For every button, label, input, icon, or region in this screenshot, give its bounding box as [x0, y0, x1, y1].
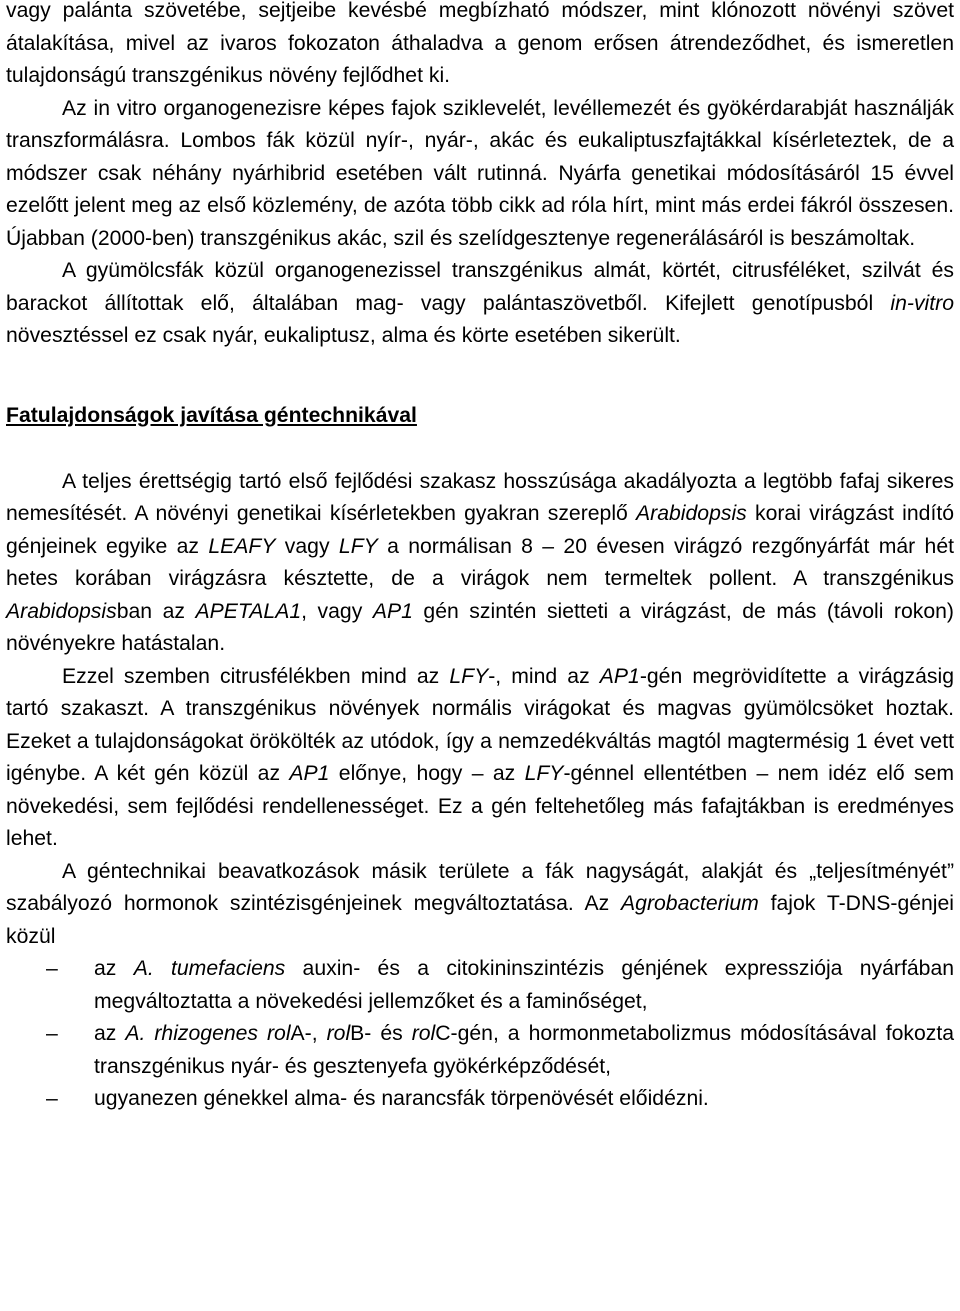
segment: korai virágzást indító génjeinek egyike az [6, 502, 954, 558]
segment: , vagy [301, 599, 373, 623]
paragraph-3 [6, 255, 954, 353]
list-item [6, 1018, 954, 1083]
segment: auxin- és a citokininszintézis génjének expressziója nyárfában megváltoztatta a növekedési jellemzőket és a faminőséget, [94, 957, 955, 1013]
segment: Az in vitro organogenezisre képes fajok sziklevelét, levéllemezét és gyökérdarabját használják transzformálásra. Lombos fák közül nyír-, nyár-, akác és eukaliptuszfajtákkal kísérleteztek, de a módszer csak néhány nyárhibrid esetében vált rutinná. Nyárfa genetikai módosításáról 15 évvel ezelőtt jelent meg az első közlemény, de azóta több cikk ad róla hírt, mint más erdei fákról összesen. Újabban (2000-ben) transzgénikus akác, szil és szelídgesztenye regenerálásáról is beszámoltak. [6, 96, 954, 250]
segment-italic: Arabidopsis [6, 599, 117, 623]
segment: a normálisan 8 – 20 évesen virágzó rezgőnyárfát már hét hetes korában virágzásra késztette, de a virágok nem termeltek pollent. A transzgénikus [6, 534, 954, 590]
section-heading: Fatulajdonságok javítása géntechnikával [6, 403, 417, 427]
segment: Ezzel szemben citrusfélékben mind az [62, 664, 450, 688]
segment: előnye, hogy – az [329, 762, 525, 785]
segment-italic: AP1 [372, 599, 413, 623]
segment-italic: Arabidopsis [636, 502, 747, 525]
segment-italic: AP1 [289, 762, 330, 785]
segment: A-, [290, 1022, 327, 1045]
segment: növesztéssel ez csak nyár, eukaliptusz, alma és körte esetében sikerült. [6, 324, 681, 347]
paragraph-4 [6, 466, 954, 661]
segment-italic: APETALA1 [195, 599, 302, 623]
list-item [6, 953, 954, 1018]
dash-bullet: – [46, 1022, 58, 1045]
segment-italic: A. tumefaciens [133, 957, 286, 980]
segment: fajok T-DNS-génjei közül [6, 892, 955, 948]
segment: vagy [275, 534, 339, 558]
segment: -génnel ellentétben – nem idéz elő sem növekedési, sem fejlődési rendellenességet. Ez a gén feltehetőleg más fafajtákban is eredményes lehet. [6, 762, 954, 850]
paragraph-6 [6, 856, 954, 954]
segment: vagy palánta szövetébe, sejtjeibe kevésbé megbízható módszer, mint klónozott növényi szövet átalakítása, mivel az ivaros fokozaton áthaladva a genom erősen átrendeződhet, és ismeretlen tulajdonságú transzgénikus növény fejlődhet ki. [6, 0, 954, 87]
segment: B- és [350, 1022, 412, 1045]
segment: az [94, 957, 134, 980]
dash-list [6, 953, 954, 1116]
segment: gén szintén sietteti a virágzást, de más (távoli rokon) növényekre hatástalan. [6, 599, 954, 655]
dash-bullet: – [46, 1087, 58, 1110]
segment: -gén megrövidítette a virágzásig tartó szakaszt. A transzgénikus növények normális virágokat és magvas gyümölcsöket hoztak. Ezeket a tulajdonságokat örökölték az utódok, így a nemzedékváltás magtól magtermésig 1 évet vett igénybe. A két gén közül az [6, 664, 954, 785]
segment: ugyanezen génekkel alma- és narancsfák törpenövését előidézni. [94, 1087, 709, 1110]
segment-italic: rol [326, 1022, 351, 1045]
segment-italic: LEAFY [208, 534, 276, 558]
segment-italic: LFY [338, 534, 378, 558]
segment-italic: rol [411, 1022, 436, 1045]
segment-italic: in-vitro [890, 291, 954, 315]
segment: C-gén, a hormonmetabolizmus módosításával fokozta transzgénikus nyár- és gesztenyefa gyökérképződését, [94, 1022, 954, 1078]
segment-italic: A. rhizogenes rol [125, 1022, 291, 1045]
segment: A géntechnikai beavatkozások másik területe a fák nagyságát, alakját és „teljesítményét” szabályozó hormonok szintézisgénjeinek megváltoztatása. Az [6, 859, 954, 915]
segment: az [94, 1022, 126, 1045]
paragraph-2 [6, 93, 954, 256]
segment: ban az [116, 599, 196, 623]
list-item [6, 1083, 954, 1116]
paragraph-5 [6, 661, 954, 856]
segment-italic: AP1 [599, 664, 640, 688]
segment-italic: LFY [449, 664, 489, 688]
segment: -, mind az [488, 664, 600, 688]
segment-italic: LFY [524, 762, 564, 785]
dash-bullet: – [46, 957, 58, 980]
segment: A gyümölcsfák közül organogenezissel transzgénikus almát, körtét, citrusféléket, szilvát és barackot állítottak elő, általában mag- vagy palántaszövetből. Kifejlett genotípusból [6, 259, 954, 315]
segment: A teljes érettségig tartó első fejlődési szakasz hosszúsága akadályozta a legtöbb fafaj sikeres nemesítését. A növényi genetikai kísérletekben gyakran szereplő [6, 469, 954, 525]
paragraph-1 [6, 0, 954, 93]
segment-italic: Agrobacterium [621, 892, 759, 915]
